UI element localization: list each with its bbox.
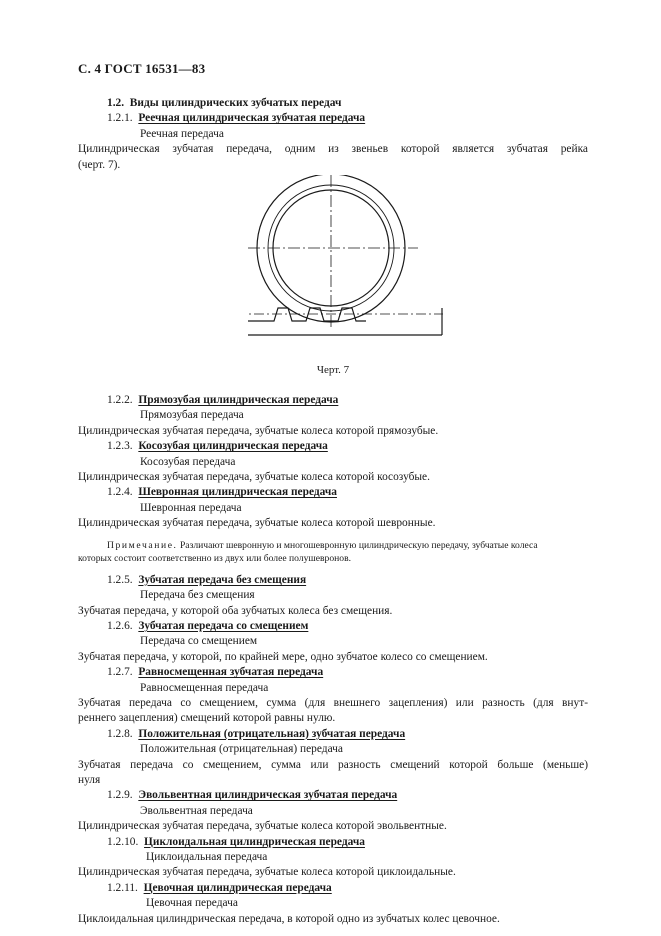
term-definition: Зубчатая передача со смещением, сумма или разность смещений которой больше (меньше) [78,758,588,771]
term-definition: Зубчатая передача, у которой оба зубчатых колеса без смещения. [78,604,393,617]
term-definition: Зубчатая передача со смещением, сумма (для внешнего зацепления) или разность (для внут- [78,696,588,709]
term-definition-cont: реннего зацепления) смещений которой равны нулю. [78,712,336,725]
term-entry-1-2-1 [78,111,588,126]
term-title: Прямозубая цилиндрическая передача [138,394,339,407]
term-definition: Цилиндрическая зубчатая передача, зубчатые колеса которой прямозубые. [78,424,439,437]
term-number: 1.2.4. [107,486,133,499]
note-text-cont: которых состоит соответственно из двух или более полушевронов. [78,552,352,564]
term-title: Зубчатая передача со смещением [138,619,309,632]
page-header: С. 4 ГОСТ 16531—83 [78,61,206,76]
figure-7 [78,173,588,393]
term-synonym: Шевронная передача [140,501,242,514]
note-block [78,539,588,565]
term-definition: Циклоидальная цилиндрическая передача, в которой одно из зубчатых колес цевочное. [78,912,500,925]
figure-caption: Черт. 7 [316,364,350,377]
term-synonym: Положительная (отрицательная) передача [140,743,343,756]
term-entry-1-2-10 [78,835,588,850]
term-definition: Цилиндрическая зубчатая передача, зубчатые колеса которой эвольвентные. [78,820,447,833]
term-entry-1-2-9 [78,788,588,803]
term-title: Положительная (отрицательная) зубчатая передача [138,727,406,740]
term-synonym: Прямозубая передача [140,409,244,422]
term-synonym: Передача со смещением [140,635,258,648]
term-entry-1-2-5 [78,573,588,588]
term-title: Зубчатая передача без смещения [138,573,307,586]
term-definition: Цилиндрическая зубчатая передача, зубчатые колеса которой шевронные. [78,517,436,530]
document-body [78,96,588,927]
term-synonym: Эвольвентная передача [140,804,253,817]
term-definition: Цилиндрическая зубчатая передача, зубчатые колеса которой косозубые. [78,471,430,484]
term-definition-cont: (черт. 7). [78,158,121,171]
term-number: 1.2.7. [107,666,133,679]
section-number: 1.2. [107,97,125,109]
note-text: Различают шевронную и многошевронную цилиндрическую передачу, зубчатые колеса [179,539,538,551]
term-entry-1-2-7 [78,665,588,680]
section-title: Виды цилиндрических зубчатых передач [129,97,342,109]
term-number: 1.2.2. [107,394,133,407]
term-number: 1.2.9. [107,789,133,802]
term-entry-1-2-2 [78,393,588,408]
term-number: 1.2.11. [107,881,138,894]
term-entry-1-2-8 [78,727,588,742]
term-title: Цевочная цилиндрическая передача [143,881,332,894]
term-number: 1.2.5. [107,573,133,586]
term-definition: Зубчатая передача, у которой, по крайней мере, одно зубчатое колесо со смещением. [78,650,488,663]
term-definition-cont: нуля [78,773,101,786]
term-number: 1.2.1. [107,112,133,125]
term-title: Косозубая цилиндрическая передача [138,440,328,453]
term-title: Равносмещенная зубчатая передача [138,666,324,679]
term-definition: Цилиндрическая зубчатая передача, одним из звеньев которой является зубчатая рейка [78,143,588,156]
section-heading [78,96,588,111]
term-synonym: Цевочная передача [146,897,238,910]
term-synonym: Реечная передача [140,127,224,140]
term-synonym: Равносмещенная передача [140,681,269,694]
term-entry-1-2-11 [78,881,588,896]
term-entry-1-2-3 [78,439,588,454]
term-synonym: Передача без смещения [140,589,255,602]
rack-gear-drawing [248,175,443,340]
term-title: Шевронная цилиндрическая передача [138,486,337,499]
term-definition: Цилиндрическая зубчатая передача, зубчатые колеса которой циклоидальные. [78,866,456,879]
term-title: Эвольвентная цилиндрическая зубчатая передача [138,789,398,802]
note-label: Примечание. [107,539,178,551]
term-synonym: Косозубая передача [140,455,236,468]
term-number: 1.2.3. [107,440,133,453]
term-entry-1-2-6 [78,619,588,634]
term-synonym: Циклоидальная передача [146,851,268,863]
term-title: Реечная цилиндрическая зубчатая передача [138,112,366,125]
term-number: 1.2.6. [107,619,133,632]
term-number: 1.2.8. [107,727,133,740]
term-entry-1-2-4 [78,485,588,500]
term-title: Циклоидальная цилиндрическая передача [144,835,365,848]
term-number: 1.2.10. [107,835,139,848]
